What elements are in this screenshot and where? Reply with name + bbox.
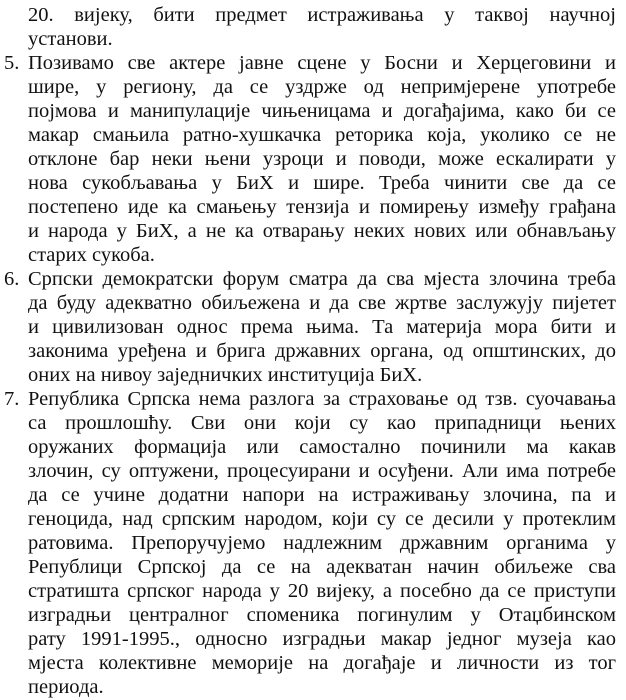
- text-row: [0, 292, 626, 315]
- text-row: [0, 460, 626, 483]
- text-line: појмова и манипулације чињеницама и догађајима, како би се: [28, 100, 616, 122]
- text-row: [0, 364, 626, 387]
- text-row: [0, 532, 626, 555]
- text-line: са прошлошћу. Сви они који су као припадници њених: [28, 412, 616, 434]
- text-line: изградњи централног споменика погинулим у Отаџбинском: [28, 604, 616, 626]
- text-line: и цивилизован однос према њима. Та материја мора бити и: [28, 316, 616, 338]
- intro-line: [0, 4, 626, 27]
- text-row: [0, 604, 626, 627]
- text-row: [0, 268, 626, 291]
- text-line: Република Српска нема разлога за страховање од тзв. суочавања: [28, 388, 616, 410]
- text-row: [0, 580, 626, 603]
- text-row: [0, 436, 626, 459]
- intro-line: [0, 28, 626, 51]
- text-row: [0, 676, 626, 699]
- text-line: макар смањила ратно-хушкачка реторика која, уколико се не: [28, 124, 616, 146]
- text-line: законима уређена и брига државних органа, од општинских, до: [28, 340, 616, 362]
- text-row: [0, 484, 626, 507]
- text-row: [0, 124, 626, 147]
- text-line: да се учине додатни напори на истраживању злочина, па и: [28, 484, 616, 506]
- text-line: постепено иде ка смањењу тензија и помирењу између грађана: [28, 196, 616, 218]
- text-row: [0, 172, 626, 195]
- item-number: 6.: [4, 268, 20, 290]
- text-line: и народа у БиХ, а не ка отварању неких нових или обнављању: [28, 220, 616, 242]
- text-row: [0, 388, 626, 411]
- text-line: рату 1991-1995., односно изградњи макар једног музеја као: [28, 628, 616, 650]
- text-row: [0, 340, 626, 363]
- text-row: [0, 652, 626, 675]
- text-line: нова сукобљавања у БиХ и шире. Треба чинити све да се: [28, 172, 616, 194]
- text-line: мјеста колективне меморије на догађаје и личности из тог: [28, 652, 616, 674]
- item-number: 7.: [4, 388, 20, 410]
- text-row: [0, 628, 626, 651]
- text-line: да буду адекватно обиљежена и да све жртве заслужују пијетет: [28, 292, 616, 314]
- text-row: [0, 100, 626, 123]
- text-line: Позивамо све актере јавне сцене у Босни и Херцеговини и: [28, 52, 616, 74]
- text-row: [0, 52, 626, 75]
- text-line: 20. вијеку, бити предмет истраживања у таквој научној: [28, 4, 616, 26]
- text-line: отклоне бар неки њени узроци и поводи, може ескалирати у: [28, 148, 616, 170]
- text-row: [0, 76, 626, 99]
- text-row: [0, 220, 626, 243]
- text-line: Српски демократски форум сматра да сва мјеста злочина треба: [28, 268, 616, 290]
- text-line: стратишта српског народа у 20 вијеку, а посебно да се приступи: [28, 580, 616, 602]
- text-line: геноцида, над српским народом, који су се десили у протеклим: [28, 508, 616, 530]
- text-line: Републици Српској да се на адекватан начин обиљеже сва: [28, 556, 616, 578]
- text-row: [0, 148, 626, 171]
- text-row: [0, 412, 626, 435]
- item-number: 5.: [4, 52, 20, 74]
- text-row: [0, 244, 626, 267]
- text-row: [0, 556, 626, 579]
- text-row: [0, 196, 626, 219]
- text-line: оружаних формација или самостално починили ма какав: [28, 436, 616, 458]
- text-row: [0, 316, 626, 339]
- text-line: оних на нивоу заједничких институција БиХ.: [28, 364, 423, 386]
- text-line: установи.: [28, 28, 113, 50]
- text-line: шире, у региону, да се уздрже од непримјерене употребе: [28, 76, 616, 98]
- text-row: [0, 508, 626, 531]
- text-line: ратовима. Препоручујемо надлежним државним органима у: [28, 532, 616, 554]
- text-line: периода.: [28, 676, 104, 698]
- text-line: старих сукоба.: [28, 244, 155, 266]
- text-line: злочин, су оптужени, процесуирани и осуђени. Али има потребе: [28, 460, 616, 482]
